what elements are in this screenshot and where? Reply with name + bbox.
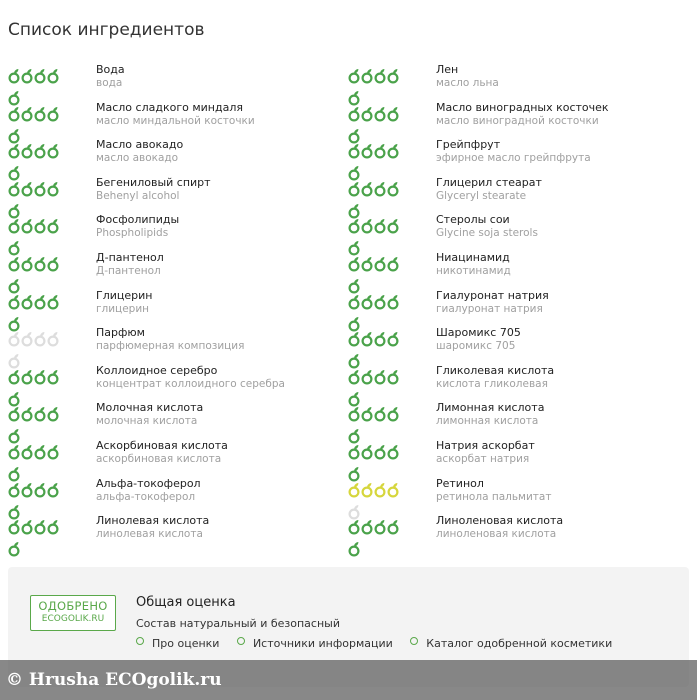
- leaf-icon: [21, 330, 33, 348]
- leaf-icon: [361, 142, 373, 160]
- ingredient-name[interactable]: Гликолевая кислота: [436, 363, 555, 377]
- leaf-icon: [374, 255, 386, 273]
- leaf-icon: [8, 67, 20, 85]
- link-info-sources[interactable]: Источники информации: [237, 637, 393, 650]
- link-approved-catalog[interactable]: Каталог одобренной косметики: [410, 637, 612, 650]
- leaf-icon: [387, 368, 399, 386]
- leaf-icon: [387, 255, 399, 273]
- safety-rating: [8, 293, 72, 311]
- ingredient-inci: линоленовая кислота: [436, 528, 557, 541]
- leaf-icon: [8, 368, 20, 386]
- leaf-icon: [8, 180, 20, 198]
- ingredient-inci: парфюмерная композиция: [96, 340, 245, 353]
- leaf-icon: [47, 405, 59, 423]
- ingredient-name[interactable]: Натрия аскорбат: [436, 438, 535, 452]
- ingredient-inci: никотинамид: [436, 264, 511, 277]
- ingredient-row[interactable]: [348, 439, 688, 477]
- leaf-icon: [361, 518, 373, 536]
- safety-rating: [8, 180, 72, 198]
- leaf-icon: [387, 405, 399, 423]
- stamp-line-2: ECOGOLIK.RU: [41, 614, 105, 624]
- leaf-icon: [47, 518, 59, 536]
- ingredient-name[interactable]: Масло авокадо: [96, 138, 184, 152]
- ingredient-name[interactable]: Фосфолипиды: [96, 213, 180, 227]
- ingredient-name[interactable]: Гиалуронат натрия: [436, 288, 549, 302]
- leaf-icon: [8, 330, 20, 348]
- leaf-icon: [348, 105, 360, 123]
- ingredient-name[interactable]: Вода: [96, 63, 125, 76]
- leaf-icon: [21, 405, 33, 423]
- safety-rating: [348, 105, 412, 123]
- ingredient-inci: эфирное масло грейпфрута: [436, 152, 591, 165]
- safety-rating: [348, 217, 412, 235]
- leaf-icon: [47, 180, 59, 198]
- leaf-icon: [348, 142, 360, 160]
- safety-rating: [8, 67, 72, 85]
- ingredient-row[interactable]: [8, 477, 348, 515]
- leaf-icon: [387, 330, 399, 348]
- leaf-icon: [8, 443, 20, 461]
- leaf-icon: [34, 405, 46, 423]
- leaf-icon: [21, 180, 33, 198]
- bullet-icon: [410, 637, 418, 645]
- ingredient-row[interactable]: [348, 176, 688, 214]
- leaf-icon: [374, 518, 386, 536]
- leaf-icon: [361, 330, 373, 348]
- safety-rating: [8, 105, 72, 123]
- ingredient-inci: масло льна: [436, 77, 499, 89]
- leaf-icon: [374, 368, 386, 386]
- leaf-icon: [361, 293, 373, 311]
- leaf-icon: [21, 293, 33, 311]
- leaf-icon: [374, 293, 386, 311]
- leaf-icon: [34, 105, 46, 123]
- ingredient-name[interactable]: Ретинол: [436, 476, 484, 490]
- leaf-icon: [361, 105, 373, 123]
- ingredient-row[interactable]: [8, 439, 348, 477]
- leaf-icon: [8, 105, 20, 123]
- ingredient-name[interactable]: Лен: [436, 63, 459, 76]
- approved-stamp: [30, 595, 116, 631]
- ingredient-name[interactable]: Масло виноградных косточек: [436, 100, 609, 114]
- ingredient-inci: Glyceryl stearate: [436, 189, 527, 202]
- leaf-icon: [348, 481, 360, 499]
- safety-rating: [348, 293, 412, 311]
- leaf-icon: [374, 67, 386, 85]
- ingredient-name[interactable]: Масло сладкого миндаля: [96, 100, 243, 114]
- ingredient-name[interactable]: Шаромикс 705: [436, 326, 521, 340]
- ingredient-row[interactable]: [8, 289, 348, 327]
- ingredient-row[interactable]: [348, 289, 688, 327]
- leaf-icon: [348, 540, 360, 558]
- leaf-icon: [361, 217, 373, 235]
- ingredient-row[interactable]: [348, 213, 688, 251]
- leaf-icon: [387, 67, 399, 85]
- leaf-icon: [374, 217, 386, 235]
- safety-rating: [8, 518, 72, 536]
- leaf-icon: [34, 368, 46, 386]
- leaf-icon: [387, 518, 399, 536]
- ingredient-name[interactable]: Аскорбиновая кислота: [96, 438, 228, 452]
- leaf-icon: [34, 67, 46, 85]
- leaf-icon: [361, 67, 373, 85]
- safety-rating: [8, 217, 72, 235]
- leaf-icon: [348, 368, 360, 386]
- leaf-icon: [47, 330, 59, 348]
- leaf-icon: [361, 255, 373, 273]
- ingredient-row[interactable]: [348, 138, 688, 176]
- leaf-icon: [47, 443, 59, 461]
- ingredient-inci: вода: [96, 77, 123, 89]
- ingredient-row[interactable]: [8, 514, 348, 552]
- leaf-icon: [374, 105, 386, 123]
- info-links: [136, 637, 626, 650]
- ingredient-name[interactable]: Д-пантенол: [96, 250, 164, 264]
- leaf-icon: [47, 255, 59, 273]
- ingredient-inci: Behenyl alcohol: [96, 189, 180, 202]
- safety-rating: [348, 255, 412, 273]
- ingredient-inci: масло виноградной косточки: [436, 114, 599, 127]
- safety-rating: [348, 443, 412, 461]
- ingredient-name[interactable]: Молочная кислота: [96, 401, 204, 415]
- leaf-icon: [21, 142, 33, 160]
- leaf-icon: [21, 481, 33, 499]
- ingredient-row[interactable]: [348, 63, 688, 101]
- safety-rating: [8, 142, 72, 160]
- ingredient-row[interactable]: [348, 101, 688, 139]
- safety-rating: [8, 405, 72, 423]
- leaf-icon: [8, 481, 20, 499]
- safety-rating: [348, 481, 412, 499]
- leaf-icon: [348, 67, 360, 85]
- leaf-icon: [47, 67, 59, 85]
- leaf-icon: [387, 105, 399, 123]
- ingredient-inci: линолевая кислота: [96, 528, 203, 541]
- leaf-icon: [374, 481, 386, 499]
- leaf-icon: [8, 518, 20, 536]
- leaf-icon: [387, 217, 399, 235]
- safety-rating: [348, 67, 412, 85]
- leaf-icon: [348, 330, 360, 348]
- leaf-icon: [21, 67, 33, 85]
- leaf-icon: [8, 142, 20, 160]
- leaf-icon: [387, 180, 399, 198]
- ingredient-row[interactable]: [8, 138, 348, 176]
- safety-rating: [348, 518, 412, 536]
- ingredient-row[interactable]: [8, 251, 348, 289]
- ingredient-inci: альфа-токоферол: [96, 490, 196, 503]
- leaf-icon: [348, 255, 360, 273]
- leaf-icon: [387, 481, 399, 499]
- ingredient-inci: масло авокадо: [96, 152, 179, 165]
- safety-rating: [348, 142, 412, 160]
- ingredient-name[interactable]: Глицерил стеарат: [436, 175, 542, 189]
- ingredient-name[interactable]: Коллоидное серебро: [96, 363, 218, 377]
- leaf-icon: [34, 255, 46, 273]
- leaf-icon: [47, 368, 59, 386]
- leaf-icon: [348, 518, 360, 536]
- leaf-icon: [34, 217, 46, 235]
- ingredient-inci: масло миндальной косточки: [96, 114, 255, 127]
- ingredient-row[interactable]: [8, 63, 348, 101]
- ingredient-list-right: [348, 63, 688, 552]
- safety-rating: [8, 255, 72, 273]
- ingredient-name[interactable]: Линоленовая кислота: [436, 514, 564, 528]
- stamp-line-1: ОДОБРЕНО: [38, 599, 108, 613]
- leaf-icon: [387, 443, 399, 461]
- ingredient-inci: Phospholipids: [96, 227, 169, 240]
- leaf-icon: [47, 217, 59, 235]
- leaf-icon: [8, 540, 20, 558]
- leaf-icon: [8, 255, 20, 273]
- leaf-icon: [21, 443, 33, 461]
- ingredient-inci: лимонная кислота: [436, 415, 539, 428]
- overall-description: Состав натуральный и безопасный: [136, 617, 340, 630]
- leaf-icon: [8, 405, 20, 423]
- leaf-icon: [47, 481, 59, 499]
- leaf-icon: [21, 518, 33, 536]
- leaf-icon: [47, 293, 59, 311]
- ingredient-inci: гиалуронат натрия: [436, 302, 543, 315]
- leaf-icon: [348, 405, 360, 423]
- bullet-icon: [136, 637, 144, 645]
- ingredient-list-left: [8, 63, 348, 552]
- bullet-icon: [237, 637, 245, 645]
- overall-title: Общая оценка: [136, 595, 236, 610]
- ingredient-row[interactable]: [348, 401, 688, 439]
- link-about-ratings[interactable]: Про оценки: [136, 637, 219, 650]
- ingredient-name[interactable]: Лимонная кислота: [436, 401, 545, 415]
- ingredient-name[interactable]: Грейпфрут: [436, 138, 501, 152]
- watermark: © Hrusha ECOgolik.ru: [0, 660, 697, 700]
- ingredient-name[interactable]: Бегениловый спирт: [96, 175, 211, 189]
- ingredient-name[interactable]: Парфюм: [96, 326, 145, 340]
- leaf-icon: [47, 105, 59, 123]
- leaf-icon: [21, 217, 33, 235]
- ingredient-name[interactable]: Линолевая кислота: [96, 514, 210, 528]
- leaf-icon: [387, 293, 399, 311]
- leaf-icon: [374, 330, 386, 348]
- ingredient-inci: глицерин: [96, 302, 150, 315]
- leaf-icon: [361, 180, 373, 198]
- leaf-icon: [361, 368, 373, 386]
- leaf-icon: [374, 443, 386, 461]
- ingredient-inci: кислота гликолевая: [436, 377, 548, 390]
- safety-rating: [8, 330, 72, 348]
- leaf-icon: [21, 105, 33, 123]
- safety-rating: [348, 405, 412, 423]
- safety-rating: [348, 330, 412, 348]
- leaf-icon: [47, 142, 59, 160]
- ingredient-inci: молочная кислота: [96, 415, 198, 428]
- ingredient-row[interactable]: [8, 364, 348, 402]
- safety-rating: [8, 443, 72, 461]
- ingredient-inci: ретинола пальмитат: [436, 490, 552, 503]
- leaf-icon: [34, 481, 46, 499]
- ingredient-inci: аскорбат натрия: [436, 452, 530, 465]
- ingredient-inci: концентрат коллоидного серебра: [96, 377, 285, 390]
- ingredient-row[interactable]: [348, 326, 688, 364]
- leaf-icon: [34, 142, 46, 160]
- ingredient-name[interactable]: Альфа-токоферол: [96, 476, 201, 490]
- ingredient-row[interactable]: [348, 251, 688, 289]
- leaf-icon: [361, 405, 373, 423]
- safety-rating: [348, 368, 412, 386]
- leaf-icon: [387, 142, 399, 160]
- leaf-icon: [21, 368, 33, 386]
- leaf-icon: [34, 330, 46, 348]
- leaf-icon: [374, 405, 386, 423]
- ingredient-row[interactable]: [8, 101, 348, 139]
- leaf-icon: [348, 443, 360, 461]
- ingredient-name[interactable]: Глицерин: [96, 288, 153, 302]
- leaf-icon: [34, 180, 46, 198]
- leaf-icon: [374, 142, 386, 160]
- ingredient-row[interactable]: [348, 514, 688, 552]
- leaf-icon: [21, 255, 33, 273]
- ingredient-row[interactable]: [348, 364, 688, 402]
- leaf-icon: [361, 443, 373, 461]
- safety-rating: [8, 481, 72, 499]
- ingredient-name[interactable]: Стеролы сои: [436, 213, 510, 227]
- leaf-icon: [348, 293, 360, 311]
- ingredient-row[interactable]: [8, 326, 348, 364]
- ingredient-row[interactable]: [8, 401, 348, 439]
- ingredient-inci: шаромикс 705: [436, 340, 516, 353]
- ingredient-name[interactable]: Ниацинамид: [436, 250, 510, 264]
- ingredient-inci: Д-пантенол: [96, 264, 161, 277]
- leaf-icon: [348, 180, 360, 198]
- ingredient-inci: аскорбиновая кислота: [96, 452, 222, 465]
- ingredient-row[interactable]: [8, 176, 348, 214]
- ingredient-row[interactable]: [348, 477, 688, 515]
- ingredient-inci: Glycine soja sterols: [436, 227, 538, 240]
- leaf-icon: [34, 443, 46, 461]
- leaf-icon: [34, 518, 46, 536]
- page-title: Список ингредиентов: [8, 20, 205, 40]
- leaf-icon: [361, 481, 373, 499]
- ingredient-row[interactable]: [8, 213, 348, 251]
- leaf-icon: [8, 217, 20, 235]
- safety-rating: [8, 368, 72, 386]
- leaf-icon: [8, 293, 20, 311]
- leaf-icon: [34, 293, 46, 311]
- leaf-icon: [374, 180, 386, 198]
- leaf-icon: [348, 217, 360, 235]
- safety-rating: [348, 180, 412, 198]
